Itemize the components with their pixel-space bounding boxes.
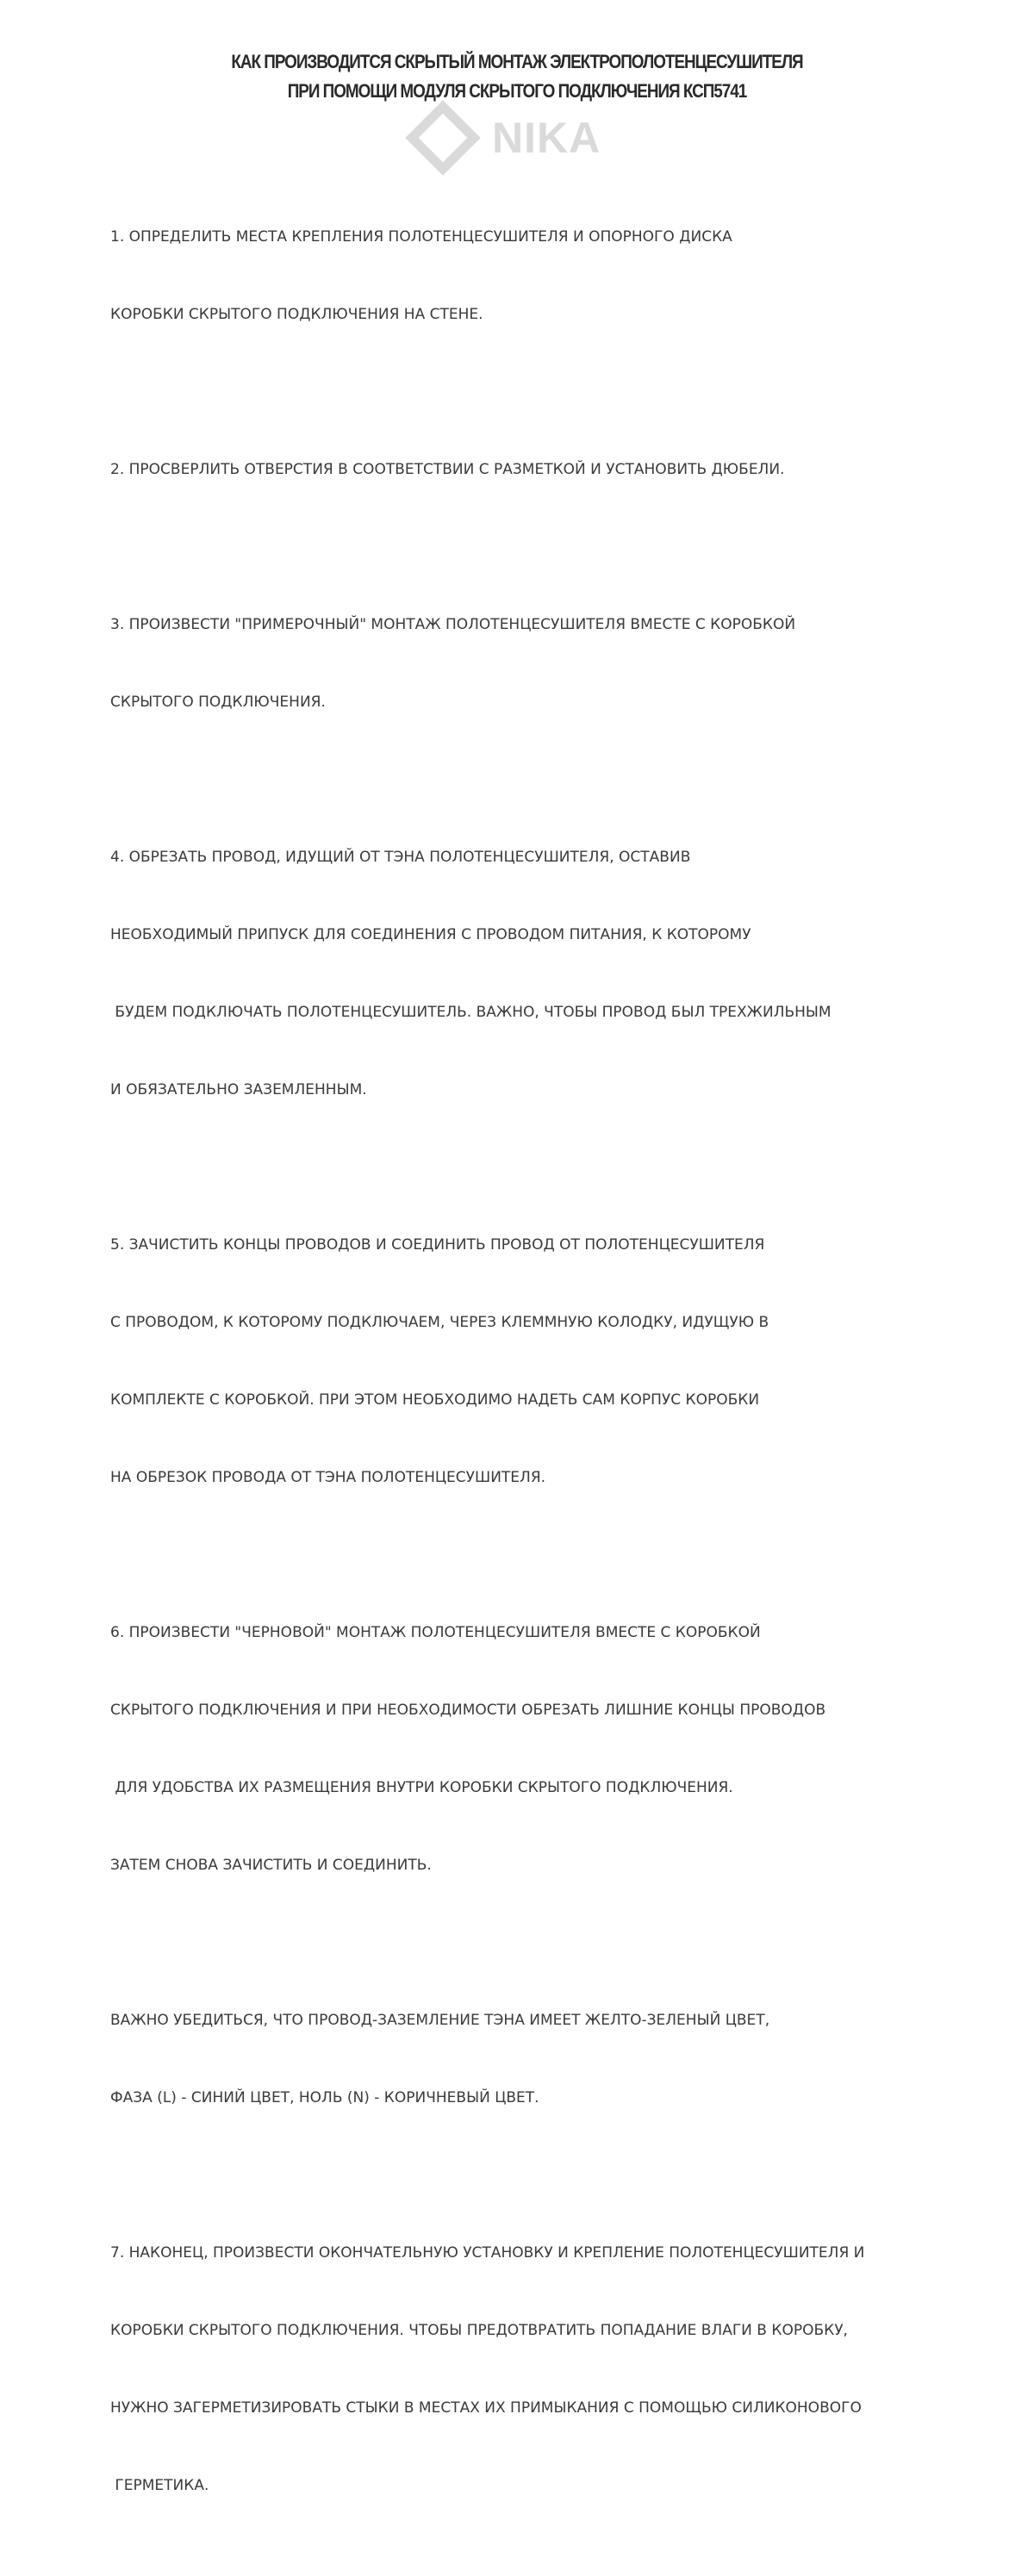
instruction-step-1 — [110, 172, 972, 379]
text-line: КОРОБКИ СКРЫТОГО ПОДКЛЮЧЕНИЯ НА СТЕНЕ. — [110, 306, 483, 323]
text-line: КОМПЛЕКТЕ С КОРОБКОЙ. ПРИ ЭТОМ НЕОБХОДИМО НАДЕТЬ САМ КОРПУС КОРОБКИ — [110, 1391, 760, 1409]
text-line: 5. ЗАЧИСТИТЬ КОНЦЫ ПРОВОДОВ И СОЕДИНИТЬ ПРОВОД ОТ ПОЛОТЕНЦЕСУШИТЕЛЯ — [110, 1236, 765, 1254]
text-line: СКРЫТОГО ПОДКЛЮЧЕНИЯ И ПРИ НЕОБХОДИМОСТИ ОБРЕЗАТЬ ЛИШНИЕ КОНЦЫ ПРОВОДОВ — [110, 1702, 826, 1719]
text-line: 1. ОПРЕДЕЛИТЬ МЕСТА КРЕПЛЕНИЯ ПОЛОТЕНЦЕСУШИТЕЛЯ И ОПОРНОГО ДИСКА — [110, 228, 732, 246]
wiring-color-note — [110, 1956, 972, 2162]
nika-logo — [408, 103, 615, 172]
text-line: ЗАТЕМ СНОВА ЗАЧИСТИТЬ И СОЕДИНИТЬ. — [110, 1857, 432, 1874]
text-line: С ПРОВОДОМ, К КОТОРОМУ ПОДКЛЮЧАЕМ, ЧЕРЕЗ КЛЕММНУЮ КОЛОДКУ, ИДУЩУЮ В — [110, 1314, 769, 1331]
page-title-line-1: КАК ПРОИЗВОДИТСЯ СКРЫТЫЙ МОНТАЖ ЭЛЕКТРОПОЛОТЕНЦЕСУШИТЕЛЯ — [231, 51, 803, 72]
instruction-step-6 — [110, 1568, 972, 1930]
diamond-logo-icon — [408, 103, 477, 172]
text-line: ВАЖНО УБЕДИТЬСЯ, ЧТО ПРОВОД-ЗАЗЕМЛЕНИЕ ТЭНА ИМЕЕТ ЖЕЛТО-ЗЕЛЕНЫЙ ЦВЕТ, — [110, 2012, 770, 2029]
instruction-step-4 — [110, 793, 972, 1154]
text-line: СКРЫТОГО ПОДКЛЮЧЕНИЯ. — [110, 694, 326, 711]
text-line: 3. ПРОИЗВЕСТИ "ПРИМЕРОЧНЫЙ" МОНТАЖ ПОЛОТЕНЦЕСУШИТЕЛЯ ВМЕСТЕ С КОРОБКОЙ — [110, 616, 796, 633]
instructions-body — [110, 172, 972, 2576]
text-line: ДЛЯ УДОБСТВА ИХ РАЗМЕЩЕНИЯ ВНУТРИ КОРОБКИ СКРЫТОГО ПОДКЛЮЧЕНИЯ. — [110, 1779, 733, 1796]
logo-text: NIKA — [492, 114, 601, 162]
text-line: 7. НАКОНЕЦ, ПРОИЗВЕСТИ ОКОНЧАТЕЛЬНУЮ УСТАНОВКУ И КРЕПЛЕНИЕ ПОЛОТЕНЦЕСУШИТЕЛЯ И — [110, 2244, 865, 2262]
text-line: ГЕРМЕТИКА. — [110, 2477, 209, 2494]
text-line: И ОБЯЗАТЕЛЬНО ЗАЗЕМЛЕННЫМ. — [110, 1081, 367, 1098]
page-title-line-2: ПРИ ПОМОЩИ МОДУЛЯ СКРЫТОГО ПОДКЛЮЧЕНИЯ КСП5741 — [287, 80, 747, 102]
instruction-step-2 — [110, 405, 972, 534]
instruction-step-3 — [110, 560, 972, 767]
text-line: ФАЗА (L) - СИНИЙ ЦВЕТ, НОЛЬ (N) - КОРИЧНЕВЫЙ ЦВЕТ. — [110, 2089, 539, 2106]
text-line: 6. ПРОИЗВЕСТИ "ЧЕРНОВОЙ" МОНТАЖ ПОЛОТЕНЦЕСУШИТЕЛЯ ВМЕСТЕ С КОРОБКОЙ — [110, 1624, 761, 1641]
text-line: НУЖНО ЗАГЕРМЕТИЗИРОВАТЬ СТЫКИ В МЕСТАХ ИХ ПРИМЫКАНИЯ С ПОМОЩЬЮ СИЛИКОНОВОГО — [110, 2399, 862, 2417]
text-line: 4. ОБРЕЗАТЬ ПРОВОД, ИДУЩИЙ ОТ ТЭНА ПОЛОТЕНЦЕСУШИТЕЛЯ, ОСТАВИВ — [110, 849, 691, 866]
text-line: НЕОБХОДИМЫЙ ПРИПУСК ДЛЯ СОЕДИНЕНИЯ С ПРОВОДОМ ПИТАНИЯ, К КОТОРОМУ — [110, 926, 751, 943]
instruction-step-5 — [110, 1180, 972, 1542]
text-line: КОРОБКИ СКРЫТОГО ПОДКЛЮЧЕНИЯ. ЧТОБЫ ПРЕДОТВРАТИТЬ ПОПАДАНИЕ ВЛАГИ В КОРОБКУ, — [110, 2322, 848, 2339]
text-line: 2. ПРОСВЕРЛИТЬ ОТВЕРСТИЯ В СООТВЕТСТВИИ С РАЗМЕТКОЙ И УСТАНОВИТЬ ДЮБЕЛИ. — [110, 461, 785, 478]
text-line: НА ОБРЕЗОК ПРОВОДА ОТ ТЭНА ПОЛОТЕНЦЕСУШИТЕЛЯ. — [110, 1469, 546, 1486]
text-line: БУДЕМ ПОДКЛЮЧАТЬ ПОЛОТЕНЦЕСУШИТЕЛЬ. ВАЖНО, ЧТОБЫ ПРОВОД БЫЛ ТРЕХЖИЛЬНЫМ — [110, 1004, 832, 1021]
instruction-step-7 — [110, 2188, 972, 2550]
